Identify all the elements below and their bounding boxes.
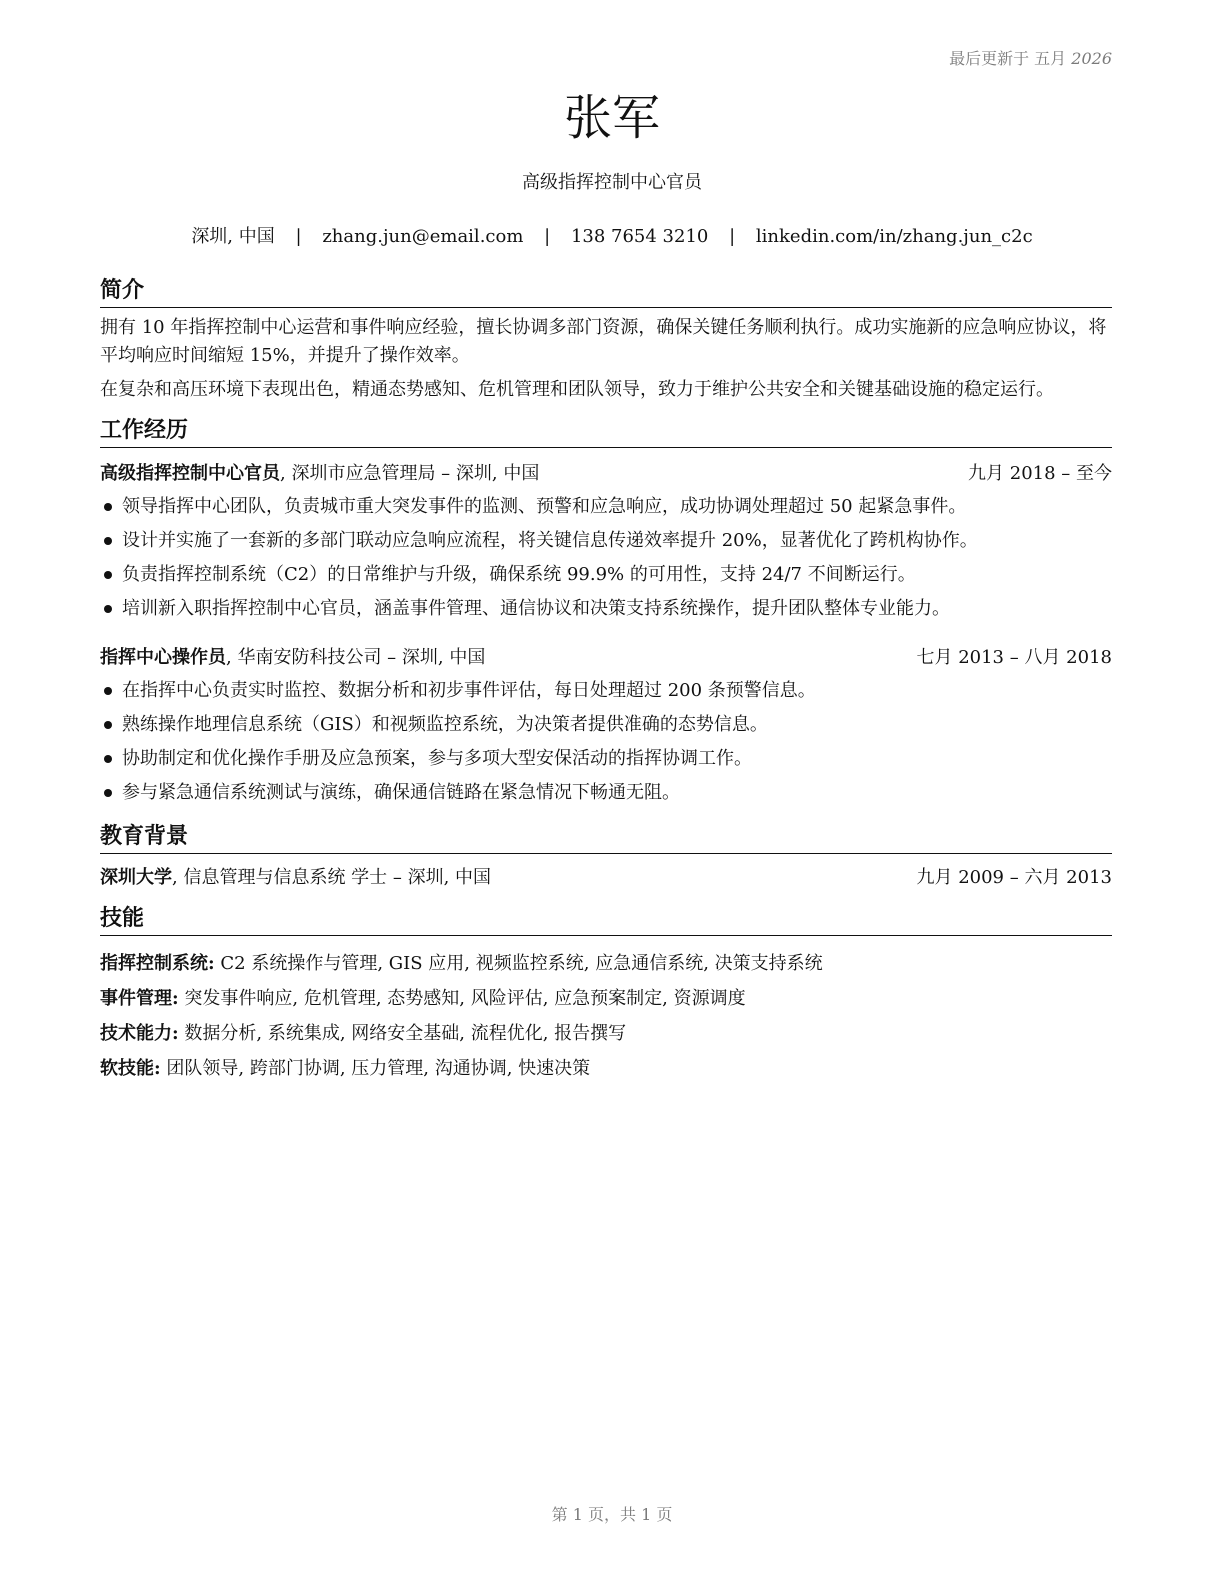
summary-paragraph: 在复杂和高压环境下表现出色，精通态势感知、危机管理和团队领导，致力于维护公共安全和关键基础设施的稳定运行。 [100,379,1054,400]
job-bullet: 负责指挥控制系统（C2）的日常维护与升级，确保系统 99.9% 的可用性，支持 24/7 不间断运行。 [100,558,1112,592]
job-org: , 深圳市应急管理局 – 深圳, 中国 [280,463,540,484]
skill-row [100,1016,1112,1051]
job-role: 高级指挥控制中心官员 [100,463,280,484]
candidate-headline: 高级指挥控制中心官员 [522,172,702,193]
job-org: , 华南安防科技公司 – 深圳, 中国 [226,647,486,668]
contact-separator: | [729,226,736,247]
job-dates: 七月 2013 – 八月 2018 [916,647,1112,668]
education-entry [100,864,1112,892]
education-detail: , 信息管理与信息系统 学士 – 深圳, 中国 [172,867,492,888]
summary-paragraph: 拥有 10 年指挥控制中心运营和事件响应经验，擅长协调多部门资源，确保关键任务顺利执行。成功实施新的应急响应协议，将平均响应时间缩短 15%，并提升了操作效率。 [100,317,1107,366]
last-updated-month: 五月 [1034,49,1067,68]
skill-row [100,1051,1112,1086]
contact-linkedin-link[interactable]: linkedin.com/in/zhang.jun_c2c [755,226,1033,247]
job-bullet: 领导指挥中心团队，负责城市重大突发事件的监测、预警和应急响应，成功协调处理超过 50 起紧急事件。 [100,490,1112,524]
job-header [100,460,1112,488]
job-entry [100,644,1112,810]
skill-row [100,946,1112,981]
skill-label: 软技能: [100,1058,161,1079]
job-bullet: 参与紧急通信系统测试与演练，确保通信链路在紧急情况下畅通无阻。 [100,776,1112,810]
contact-line [0,225,1224,249]
education-dates: 九月 2009 – 六月 2013 [916,867,1112,888]
job-role: 指挥中心操作员 [100,647,226,668]
skill-value: 团队领导, 跨部门协调, 压力管理, 沟通协调, 快速决策 [160,1058,591,1079]
job-header [100,644,1112,672]
last-updated [949,46,1112,69]
candidate-name: 张军 [563,90,660,146]
page-footer: 第 1 页，共 1 页 [551,1505,673,1524]
summary-section [100,276,1112,404]
job-bullet: 培训新入职指挥控制中心官员，涵盖事件管理、通信协议和决策支持系统操作，提升团队整体专业能力。 [100,592,1112,626]
resume-content [100,276,1112,1086]
job-dates: 九月 2018 – 至今 [968,463,1112,484]
job-bullet: 熟练操作地理信息系统（GIS）和视频监控系统，为决策者提供准确的态势信息。 [100,708,1112,742]
contact-email-link[interactable]: zhang.jun@email.com [322,226,524,247]
contact-location: 深圳, 中国 [191,226,275,247]
last-updated-label: 最后更新于 [949,49,1030,68]
skill-label: 指挥控制系统: [100,953,215,974]
education-school: 深圳大学 [100,867,172,888]
skill-value: C2 系统操作与管理, GIS 应用, 视频监控系统, 应急通信系统, 决策支持系统 [214,953,823,974]
last-updated-year: 2026 [1071,49,1112,68]
job-bullet: 在指挥中心负责实时监控、数据分析和初步事件评估，每日处理超过 200 条预警信息。 [100,674,1112,708]
job-bullet: 协助制定和优化操作手册及应急预案，参与多项大型安保活动的指挥协调工作。 [100,742,1112,776]
education-section [100,822,1112,892]
skill-label: 技术能力: [100,1023,179,1044]
job-entry [100,460,1112,626]
contact-separator: | [295,226,302,247]
job-bullets [100,674,1112,810]
skill-row [100,981,1112,1016]
job-bullets [100,490,1112,626]
experience-title: 工作经历 [100,416,1112,448]
summary-title: 简介 [100,276,1112,308]
job-bullet: 设计并实施了一套新的多部门联动应急响应流程，将关键信息传递效率提升 20%，显著优化了跨机构协作。 [100,524,1112,558]
skill-value: 突发事件响应, 危机管理, 态势感知, 风险评估, 应急预案制定, 资源调度 [178,988,746,1009]
skills-section [100,904,1112,1086]
experience-section [100,416,1112,810]
contact-phone: 138 7654 3210 [570,226,709,247]
skills-title: 技能 [100,904,1112,936]
skill-value: 数据分析, 系统集成, 网络安全基础, 流程优化, 报告撰写 [178,1023,627,1044]
contact-separator: | [544,226,551,247]
education-title: 教育背景 [100,822,1112,854]
skill-label: 事件管理: [100,988,179,1009]
skills-list [100,946,1112,1086]
